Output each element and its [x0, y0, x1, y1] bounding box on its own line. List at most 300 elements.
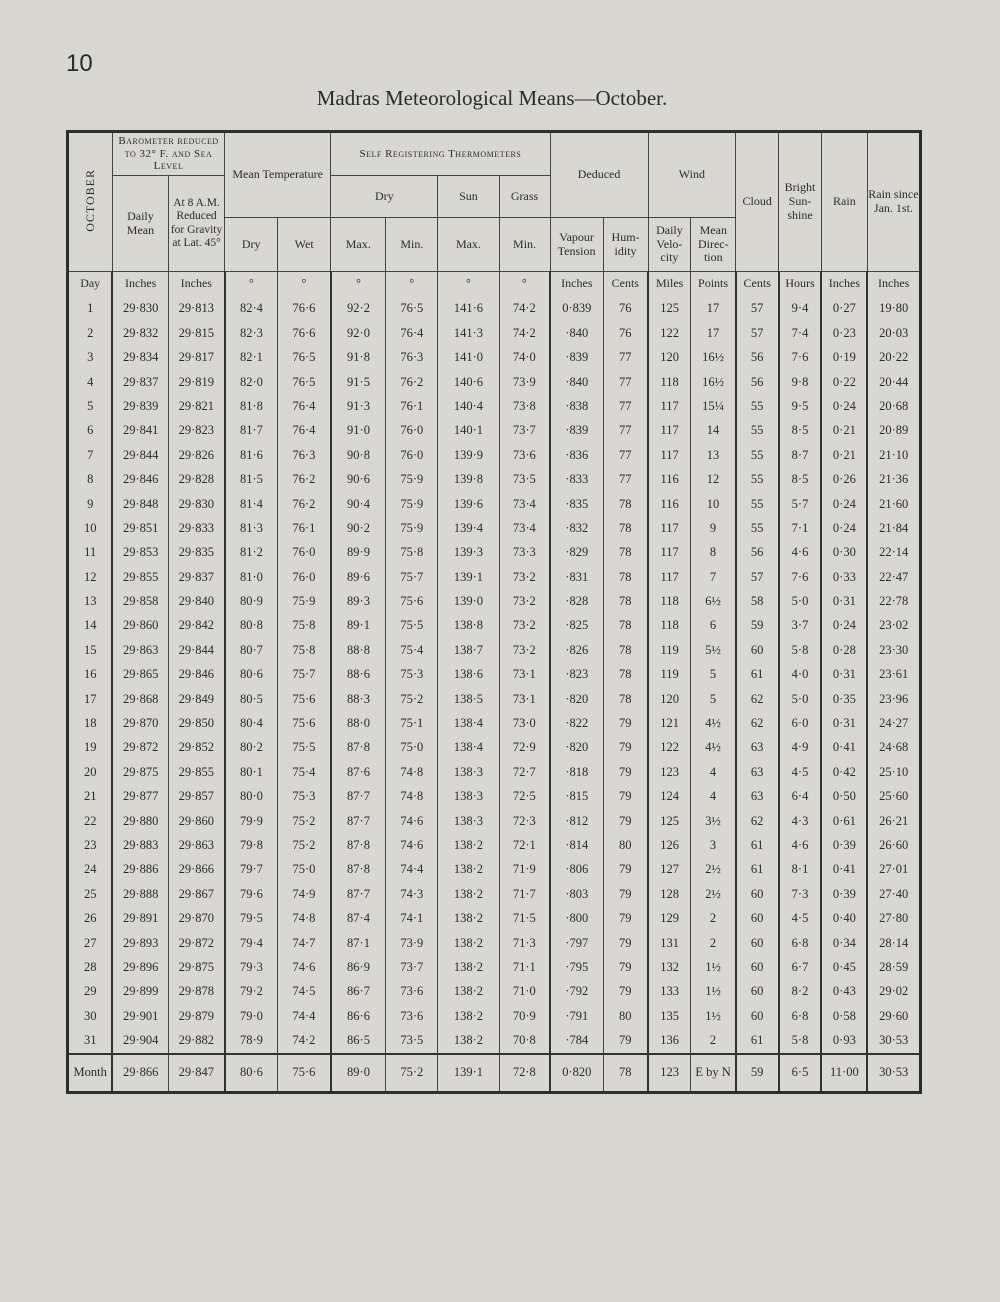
value-cell: 5·7 — [779, 492, 822, 516]
value-cell: ·833 — [550, 467, 603, 491]
value-cell: 118 — [648, 613, 691, 637]
value-cell: 122 — [648, 321, 691, 345]
value-cell: 75·7 — [386, 565, 438, 589]
month-value: 75·2 — [386, 1054, 438, 1093]
value-cell: ·812 — [550, 809, 603, 833]
header-vapour: Vapour Tension — [550, 218, 603, 272]
value-cell: 76 — [603, 296, 648, 320]
value-cell: 60 — [736, 906, 779, 930]
value-cell: 87·8 — [331, 857, 386, 881]
value-cell: 76·1 — [386, 394, 438, 418]
day-cell: 4 — [87, 374, 94, 389]
value-cell: 27·40 — [867, 882, 920, 906]
value-cell: 79 — [603, 735, 648, 759]
unit-cell: ° — [331, 272, 386, 297]
value-cell: 4½ — [691, 735, 736, 759]
value-cell: 15¼ — [691, 394, 736, 418]
value-cell: 79 — [603, 882, 648, 906]
value-cell: 57 — [736, 565, 779, 589]
value-cell: 82·0 — [225, 370, 278, 394]
value-cell: 79·7 — [225, 857, 278, 881]
value-cell: 29·872 — [169, 931, 225, 955]
value-cell: 2½ — [691, 882, 736, 906]
value-cell: 117 — [648, 443, 691, 467]
value-cell: 138·2 — [438, 931, 499, 955]
value-cell: 0·45 — [821, 955, 867, 979]
value-cell: 75·3 — [386, 662, 438, 686]
value-cell: 81·6 — [225, 443, 278, 467]
value-cell: 29·819 — [169, 370, 225, 394]
value-cell: 9·4 — [779, 296, 822, 320]
value-cell: 0·50 — [821, 784, 867, 808]
header-wind: Wind — [648, 132, 736, 218]
day-cell: 20 — [83, 764, 97, 779]
value-cell: 23·96 — [867, 687, 920, 711]
value-cell: 29·826 — [169, 443, 225, 467]
value-cell: 0·27 — [821, 296, 867, 320]
month-value: E by N — [691, 1054, 736, 1093]
unit-cell: ° — [499, 272, 550, 297]
day-cell: 8 — [87, 472, 94, 487]
value-cell: 87·7 — [331, 882, 386, 906]
value-cell: 29·850 — [169, 711, 225, 735]
value-cell: 17 — [691, 321, 736, 345]
value-cell: 21·60 — [867, 492, 920, 516]
value-cell: 140·4 — [438, 394, 499, 418]
value-cell: 74·8 — [386, 784, 438, 808]
value-cell: 29·860 — [112, 613, 168, 637]
value-cell: 78 — [603, 638, 648, 662]
value-cell: 29·830 — [112, 296, 168, 320]
table-row — [68, 345, 921, 369]
value-cell: 12 — [691, 467, 736, 491]
value-cell: 0·26 — [821, 467, 867, 491]
meteorological-table — [66, 130, 922, 1094]
value-cell: 26·60 — [867, 833, 920, 857]
value-cell: 138·4 — [438, 735, 499, 759]
value-cell: ·831 — [550, 565, 603, 589]
value-cell: 73·9 — [386, 931, 438, 955]
value-cell: 140·6 — [438, 370, 499, 394]
table-row — [68, 467, 921, 491]
day-cell: 27 — [83, 935, 97, 950]
day-cell: 13 — [83, 594, 97, 609]
value-cell: 80·5 — [225, 687, 278, 711]
value-cell: ·838 — [550, 394, 603, 418]
value-cell: 29·875 — [169, 955, 225, 979]
day-cell: 1 — [87, 301, 94, 316]
value-cell: 140·1 — [438, 418, 499, 442]
month-value: 89·0 — [331, 1054, 386, 1093]
value-cell: 7·6 — [779, 565, 822, 589]
value-cell: 74·9 — [278, 882, 331, 906]
table-row — [68, 613, 921, 637]
value-cell: 81·4 — [225, 492, 278, 516]
value-cell: 79 — [603, 711, 648, 735]
value-cell: 75·4 — [386, 638, 438, 662]
value-cell: 74·5 — [278, 979, 331, 1003]
value-cell: 91·5 — [331, 370, 386, 394]
value-cell: 29·851 — [112, 516, 168, 540]
value-cell: 120 — [648, 345, 691, 369]
value-cell: 29·855 — [169, 760, 225, 784]
table-row — [68, 1004, 921, 1028]
header-velocity: Daily Velo-city — [648, 218, 691, 272]
table-row — [68, 711, 921, 735]
header-direction: Mean Direc-tion — [691, 218, 736, 272]
value-cell: 79·5 — [225, 906, 278, 930]
header-temp-dry: Dry — [225, 218, 278, 272]
value-cell: 75·5 — [386, 613, 438, 637]
value-cell: 78 — [603, 589, 648, 613]
value-cell: 6·0 — [779, 711, 822, 735]
value-cell: 0·34 — [821, 931, 867, 955]
value-cell: 73·2 — [499, 589, 550, 613]
value-cell: 79·0 — [225, 1004, 278, 1028]
value-cell: 26·21 — [867, 809, 920, 833]
value-cell: ·823 — [550, 662, 603, 686]
value-cell: 7·6 — [779, 345, 822, 369]
table-row — [68, 857, 921, 881]
value-cell: 75·5 — [278, 735, 331, 759]
page-number: 10 — [66, 50, 93, 77]
unit-cell: Hours — [779, 272, 822, 297]
value-cell: 125 — [648, 296, 691, 320]
value-cell: 29·904 — [112, 1028, 168, 1053]
value-cell: 90·8 — [331, 443, 386, 467]
value-cell: 78 — [603, 492, 648, 516]
table-row — [68, 809, 921, 833]
value-cell: 88·8 — [331, 638, 386, 662]
day-cell: 12 — [83, 569, 97, 584]
value-cell: 74·4 — [386, 857, 438, 881]
table-row — [68, 321, 921, 345]
value-cell: 138·3 — [438, 784, 499, 808]
value-cell: 4·6 — [779, 833, 822, 857]
month-label: Month — [68, 1054, 113, 1093]
value-cell: 7·3 — [779, 882, 822, 906]
value-cell: 86·7 — [331, 979, 386, 1003]
value-cell: 128 — [648, 882, 691, 906]
value-cell: 90·4 — [331, 492, 386, 516]
value-cell: 76·3 — [278, 443, 331, 467]
table-row — [68, 638, 921, 662]
value-cell: 87·7 — [331, 809, 386, 833]
side-label-cell: OCTOBER — [68, 132, 113, 272]
value-cell: 29·837 — [112, 370, 168, 394]
value-cell: ·820 — [550, 687, 603, 711]
value-cell: 75·6 — [386, 589, 438, 613]
value-cell: 78 — [603, 540, 648, 564]
value-cell: 138·2 — [438, 1004, 499, 1028]
day-cell: 29 — [83, 984, 97, 999]
value-cell: 0·28 — [821, 638, 867, 662]
page-title: Madras Meteorological Means—October. — [316, 86, 668, 110]
value-cell: 122 — [648, 735, 691, 759]
month-value: 72·8 — [499, 1054, 550, 1093]
value-cell: 0·19 — [821, 345, 867, 369]
value-cell: ·818 — [550, 760, 603, 784]
value-cell: 56 — [736, 540, 779, 564]
value-cell: ·829 — [550, 540, 603, 564]
value-cell: 141·6 — [438, 296, 499, 320]
value-cell: 71·1 — [499, 955, 550, 979]
value-cell: 19·80 — [867, 296, 920, 320]
value-cell: 77 — [603, 345, 648, 369]
value-cell: 29·893 — [112, 931, 168, 955]
value-cell: 79 — [603, 857, 648, 881]
value-cell: 79·6 — [225, 882, 278, 906]
value-cell: 60 — [736, 955, 779, 979]
value-cell: 0·21 — [821, 418, 867, 442]
value-cell: 78 — [603, 516, 648, 540]
value-cell: 55 — [736, 443, 779, 467]
value-cell: 61 — [736, 833, 779, 857]
table-row — [68, 760, 921, 784]
value-cell: 86·9 — [331, 955, 386, 979]
unit-cell: Cents — [603, 272, 648, 297]
value-cell: 29·832 — [112, 321, 168, 345]
table-row — [68, 565, 921, 589]
day-cell: 16 — [83, 667, 97, 682]
table-row — [68, 687, 921, 711]
value-cell: 75·9 — [386, 516, 438, 540]
value-cell: 74·3 — [386, 882, 438, 906]
value-cell: 74·7 — [278, 931, 331, 955]
header-self-registering: Self Registering Thermometers — [331, 132, 550, 176]
value-cell: 5 — [691, 662, 736, 686]
month-value: 78 — [603, 1054, 648, 1093]
value-cell: 71·7 — [499, 882, 550, 906]
table-header — [68, 132, 921, 272]
value-cell: 0·41 — [821, 857, 867, 881]
value-cell: 81·7 — [225, 418, 278, 442]
value-cell: 55 — [736, 516, 779, 540]
value-cell: 6 — [691, 613, 736, 637]
value-cell: 141·3 — [438, 321, 499, 345]
value-cell: 29·835 — [169, 540, 225, 564]
value-cell: 4 — [691, 760, 736, 784]
value-cell: 75·9 — [386, 467, 438, 491]
value-cell: 60 — [736, 638, 779, 662]
value-cell: 87·1 — [331, 931, 386, 955]
value-cell: 6·8 — [779, 1004, 822, 1028]
value-cell: 6·4 — [779, 784, 822, 808]
value-cell: 17 — [691, 296, 736, 320]
value-cell: 81·0 — [225, 565, 278, 589]
header-mean-temperature: Mean Temperature — [225, 132, 331, 218]
value-cell: 60 — [736, 931, 779, 955]
value-cell: 131 — [648, 931, 691, 955]
value-cell: 75·0 — [386, 735, 438, 759]
value-cell: 22·14 — [867, 540, 920, 564]
value-cell: 76·5 — [386, 296, 438, 320]
value-cell: 0·21 — [821, 443, 867, 467]
value-cell: 29·837 — [169, 565, 225, 589]
table-row — [68, 540, 921, 564]
value-cell: 0·43 — [821, 979, 867, 1003]
value-cell: 129 — [648, 906, 691, 930]
value-cell: 76·0 — [386, 418, 438, 442]
header-temp-wet: Wet — [278, 218, 331, 272]
value-cell: 6½ — [691, 589, 736, 613]
value-cell: 139·3 — [438, 540, 499, 564]
month-value: 29·847 — [169, 1054, 225, 1093]
header-barometer: Barometer reduced to 32° F. and Sea Level — [112, 132, 224, 176]
value-cell: 20·03 — [867, 321, 920, 345]
value-cell: ·835 — [550, 492, 603, 516]
value-cell: 75·9 — [386, 492, 438, 516]
value-cell: 79·8 — [225, 833, 278, 857]
value-cell: 25·60 — [867, 784, 920, 808]
value-cell: 139·8 — [438, 467, 499, 491]
value-cell: 71·3 — [499, 931, 550, 955]
value-cell: 116 — [648, 492, 691, 516]
value-cell: 88·3 — [331, 687, 386, 711]
value-cell: 88·0 — [331, 711, 386, 735]
value-cell: 80·0 — [225, 784, 278, 808]
value-cell: 120 — [648, 687, 691, 711]
value-cell: 75·4 — [278, 760, 331, 784]
value-cell: 0·39 — [821, 833, 867, 857]
table-row — [68, 1028, 921, 1053]
value-cell: ·797 — [550, 931, 603, 955]
value-cell: 117 — [648, 565, 691, 589]
value-cell: 73·7 — [499, 418, 550, 442]
units-row — [68, 272, 921, 297]
header-deduced: Deduced — [550, 132, 648, 218]
table-row — [68, 931, 921, 955]
month-value: 75·6 — [278, 1054, 331, 1093]
month-value: 30·53 — [867, 1054, 920, 1093]
value-cell: 76·0 — [386, 443, 438, 467]
value-cell: 119 — [648, 662, 691, 686]
value-cell: 2 — [691, 1028, 736, 1053]
value-cell: 79 — [603, 979, 648, 1003]
value-cell: 6·8 — [779, 931, 822, 955]
value-cell: 23·02 — [867, 613, 920, 637]
value-cell: 0·23 — [821, 321, 867, 345]
value-cell: 88·6 — [331, 662, 386, 686]
value-cell: 8·5 — [779, 418, 822, 442]
value-cell: 29·846 — [112, 467, 168, 491]
value-cell: 73·2 — [499, 613, 550, 637]
value-cell: 71·5 — [499, 906, 550, 930]
value-cell: 0·58 — [821, 1004, 867, 1028]
header-dry-max: Max. — [331, 218, 386, 272]
value-cell: 7·1 — [779, 516, 822, 540]
value-cell: 10 — [691, 492, 736, 516]
value-cell: 79·2 — [225, 979, 278, 1003]
value-cell: 79 — [603, 955, 648, 979]
month-value: 29·866 — [112, 1054, 168, 1093]
value-cell: 73·2 — [499, 565, 550, 589]
unit-cell: ° — [225, 272, 278, 297]
value-cell: 90·6 — [331, 467, 386, 491]
table-row — [68, 784, 921, 808]
unit-cell: Inches — [550, 272, 603, 297]
value-cell: 82·3 — [225, 321, 278, 345]
value-cell: 2 — [691, 906, 736, 930]
value-cell: 76·4 — [278, 394, 331, 418]
value-cell: 78 — [603, 687, 648, 711]
value-cell: 76·0 — [278, 565, 331, 589]
value-cell: 138·2 — [438, 882, 499, 906]
table-row — [68, 979, 921, 1003]
value-cell: 74·4 — [278, 1004, 331, 1028]
value-cell: 61 — [736, 857, 779, 881]
value-cell: 79·9 — [225, 809, 278, 833]
value-cell: 79 — [603, 931, 648, 955]
value-cell: 29·879 — [169, 1004, 225, 1028]
value-cell: 56 — [736, 370, 779, 394]
value-cell: 20·68 — [867, 394, 920, 418]
day-cell: 21 — [83, 789, 97, 804]
value-cell: 29·60 — [867, 1004, 920, 1028]
value-cell: 2½ — [691, 857, 736, 881]
value-cell: 29·857 — [169, 784, 225, 808]
value-cell: 4·5 — [779, 760, 822, 784]
value-cell: 127 — [648, 857, 691, 881]
value-cell: 81·2 — [225, 540, 278, 564]
value-cell: 87·7 — [331, 784, 386, 808]
value-cell: 0·40 — [821, 906, 867, 930]
value-cell: 5 — [691, 687, 736, 711]
day-cell: 31 — [83, 1033, 97, 1048]
value-cell: 0·93 — [821, 1028, 867, 1053]
value-cell: ·820 — [550, 735, 603, 759]
unit-cell: Points — [691, 272, 736, 297]
value-cell: 16½ — [691, 345, 736, 369]
value-cell: 78·9 — [225, 1028, 278, 1053]
value-cell: 4·6 — [779, 540, 822, 564]
value-cell: 62 — [736, 687, 779, 711]
value-cell: 71·0 — [499, 979, 550, 1003]
value-cell: 138·3 — [438, 809, 499, 833]
table-row — [68, 516, 921, 540]
value-cell: 75·2 — [278, 809, 331, 833]
value-cell: 73·4 — [499, 516, 550, 540]
value-cell: 89·6 — [331, 565, 386, 589]
value-cell: 139·1 — [438, 565, 499, 589]
value-cell: 24·27 — [867, 711, 920, 735]
value-cell: ·839 — [550, 418, 603, 442]
value-cell: 75·6 — [278, 687, 331, 711]
value-cell: 14 — [691, 418, 736, 442]
value-cell: 89·9 — [331, 540, 386, 564]
value-cell: 73·9 — [499, 370, 550, 394]
value-cell: 25·10 — [867, 760, 920, 784]
value-cell: 0·31 — [821, 589, 867, 613]
value-cell: 82·4 — [225, 296, 278, 320]
value-cell: ·795 — [550, 955, 603, 979]
value-cell: 29·882 — [169, 1028, 225, 1053]
value-cell: 29·855 — [112, 565, 168, 589]
value-cell: 132 — [648, 955, 691, 979]
value-cell: 59 — [736, 613, 779, 637]
value-cell: 29·849 — [169, 687, 225, 711]
value-cell: ·806 — [550, 857, 603, 881]
value-cell: 75·2 — [278, 833, 331, 857]
value-cell: 28·59 — [867, 955, 920, 979]
value-cell: 139·9 — [438, 443, 499, 467]
value-cell: 21·36 — [867, 467, 920, 491]
value-cell: 0·61 — [821, 809, 867, 833]
value-cell: 125 — [648, 809, 691, 833]
value-cell: 73·6 — [386, 979, 438, 1003]
value-cell: 117 — [648, 540, 691, 564]
table-row — [68, 418, 921, 442]
